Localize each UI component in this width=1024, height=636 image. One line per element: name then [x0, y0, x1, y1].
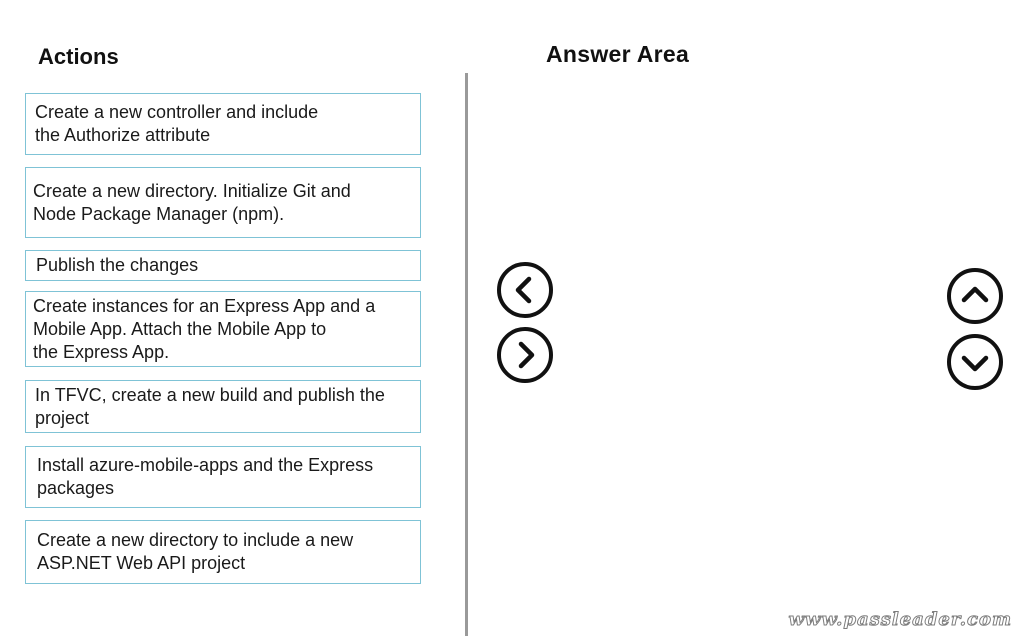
- answer-area-dropzone[interactable]: [560, 80, 940, 600]
- action-item-create-controller[interactable]: [25, 93, 421, 155]
- panel-divider: [465, 73, 468, 636]
- action-item-tfvc-build[interactable]: [25, 380, 421, 433]
- action-item-label: Create a new controller and include the Authorize attribute: [35, 102, 319, 145]
- chevron-up-icon: [960, 281, 990, 311]
- action-item-create-instances[interactable]: [25, 291, 421, 367]
- chevron-right-icon: [510, 340, 540, 370]
- chevron-down-icon: [960, 347, 990, 377]
- action-item-aspnet-project[interactable]: [25, 520, 421, 584]
- move-up-button[interactable]: [947, 268, 1003, 324]
- move-left-button[interactable]: [497, 262, 553, 318]
- watermark: www.passleader.com: [788, 609, 1012, 630]
- move-right-button[interactable]: [497, 327, 553, 383]
- action-item-init-git-npm[interactable]: [25, 167, 421, 238]
- action-item-label: Install azure-mobile-apps and the Express packages: [37, 455, 374, 498]
- action-item-install-packages[interactable]: [25, 446, 421, 508]
- action-item-label: Publish the changes: [36, 255, 199, 275]
- action-item-label: Create instances for an Express App and a Mobile App. Attach the Mobile App to the Express App.: [33, 295, 376, 362]
- action-item-label: Create a new directory. Initialize Git and Node Package Manager (npm).: [33, 180, 351, 224]
- move-down-button[interactable]: [947, 334, 1003, 390]
- action-item-label: In TFVC, create a new build and publish the project: [35, 384, 385, 428]
- actions-heading: Actions: [38, 44, 119, 69]
- action-item-label: Create a new directory to include a new ASP.NET Web API project: [37, 530, 354, 573]
- action-item-publish-changes[interactable]: [25, 250, 421, 281]
- answer-area-heading: Answer Area: [546, 41, 690, 67]
- chevron-left-icon: [510, 275, 540, 305]
